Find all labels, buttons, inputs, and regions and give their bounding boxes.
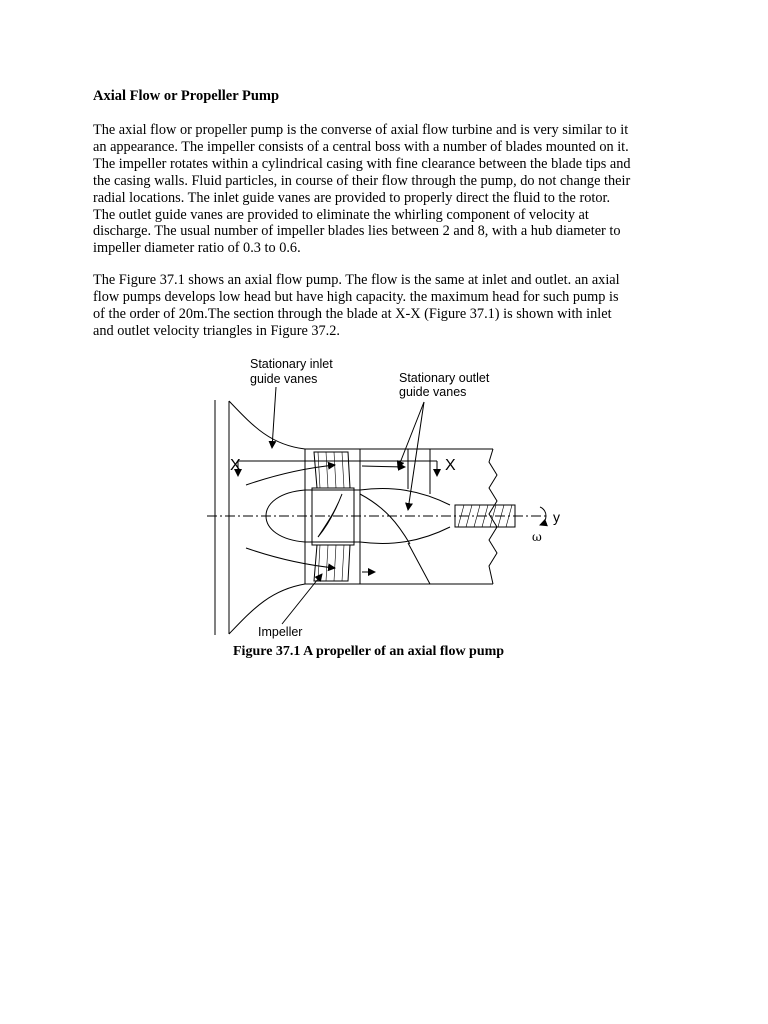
text-line: The outlet guide vanes are provided to eliminate the whirling component of velocity at <box>93 206 589 223</box>
flow-arrow-lower <box>246 548 335 568</box>
label-section-x-left: X <box>230 457 241 474</box>
text-line: The impeller rotates within a cylindrical casing with fine clearance between the blade tips and <box>93 155 631 172</box>
leader-inlet-vanes <box>272 387 276 448</box>
outlet-vane-curve <box>360 494 410 544</box>
label-omega: ω <box>532 530 542 544</box>
text-line: radial locations. The inlet guide vanes are provided to properly direct the fluid to the rotor. <box>93 189 611 206</box>
leader-impeller <box>282 574 322 624</box>
blade-hatch-lower <box>318 545 344 581</box>
flow-arrow-upper <box>246 465 335 485</box>
outlet-vane-lower <box>408 543 430 584</box>
paragraph-figure-intro <box>93 272 688 340</box>
text-line: and outlet velocity triangles in Figure 37.2. <box>93 322 340 339</box>
text-line: flow pumps develops low head but have high capacity. the maximum head for such pump is <box>93 288 619 305</box>
text-line: of the order of 20m.The section through the blade at X-X (Figure 37.1) is shown with inlet <box>93 305 612 322</box>
section-heading: Axial Flow or Propeller Pump <box>93 88 280 104</box>
paragraph-description <box>93 122 688 257</box>
figure-caption: Figure 37.1 A propeller of an axial flow pump <box>233 644 505 659</box>
label-inlet-line2: guide vanes <box>250 372 318 386</box>
text-line: The axial flow or propeller pump is the converse of axial flow turbine and is very similar to it <box>93 122 629 138</box>
text-line: the casing walls. Fluid particles, in course of their flow through the pump, do not change their <box>93 172 631 189</box>
label-inlet-line1: Stationary inlet <box>250 357 333 371</box>
text-line: The Figure 37.1 shows an axial flow pump. The flow is the same at inlet and outlet. an axial <box>93 272 620 288</box>
label-section-x-right: X <box>445 457 456 474</box>
label-impeller: Impeller <box>258 625 303 639</box>
pump-figure <box>200 352 560 642</box>
text-line: discharge. The usual number of impeller blades lies between 2 and 8, with a hub diameter to <box>93 223 621 240</box>
label-y: y <box>553 509 560 525</box>
blade-hatch-upper <box>318 452 344 488</box>
text-line: an appearance. The impeller consists of a central boss with a number of blades mounted on it. <box>93 138 629 155</box>
label-outlet-line1: Stationary outlet <box>399 371 490 385</box>
text-line: impeller diameter ratio of 0.3 to 0.6. <box>93 240 301 257</box>
leader-outlet-vane-a <box>398 402 424 468</box>
label-outlet-line2: guide vanes <box>399 385 467 399</box>
inlet-bell-upper <box>229 401 305 449</box>
pump-diagram <box>200 352 560 642</box>
